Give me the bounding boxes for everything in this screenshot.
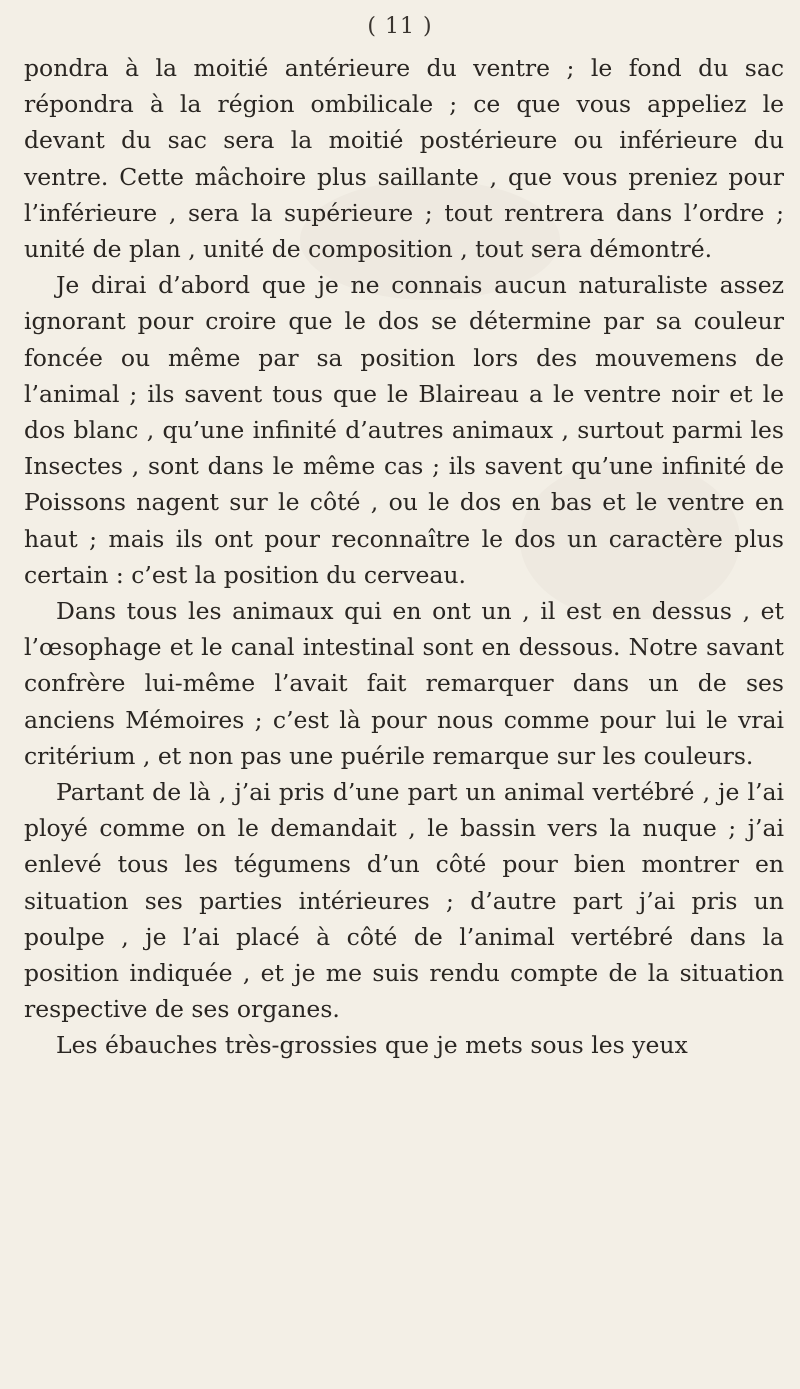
paragraph: Partant de là , j’ai pris d’une part un animal vertébré , je l’ai ployé comme on le demandait , le bassin vers la nuque ; j’ai enlevé tous les tégumens d’un côté pour bien montrer en situation ses parties intérieures ; d’autre part j’ai pris un poulpe , je l’ai placé à côté de l’animal vertébré dans la position indiquée , et je me suis rendu compte de la situation respective de ses organes. xyxy=(24,778,784,1024)
body-text xyxy=(24,50,784,1064)
paragraph-continuation: pondra à la moitié antérieure du ventre ; le fond du sac répondra à la région ombilicale ; ce que vous appeliez le devant du sac sera la moitié postérieure ou inférieure du ventre. Cette mâchoire plus saillante , que vous preniez pour l’inférieure , sera la supérieure ; tout rentrera dans l’ordre ; unité de plan , unité de composition , tout sera démontré. xyxy=(24,54,784,264)
paragraph: Dans tous les animaux qui en ont un , il est en dessus , et l’œsophage et le canal intestinal sont en dessous. Notre savant confrère lui-même l’avait fait remarquer dans un de ses anciens Mémoires ; c’est là pour nous comme pour lui le vrai critérium , et non pas une puérile remarque sur les couleurs. xyxy=(24,597,784,770)
paragraph: Je dirai d’abord que je ne connais aucun naturaliste assez ignorant pour croire que le dos se détermine par sa couleur foncée ou même par sa position lors des mouvemens de l’animal ; ils savent tous que le Blaireau a le ventre noir et le dos blanc , qu’une infinité d’autres animaux , surtout parmi les Insectes , sont dans le même cas ; ils savent qu’une infinité de Poissons nagent sur le côté , ou le dos en bas et le ventre en haut ; mais ils ont pour reconnaître le dos un caractère plus certain : c’est la position du cerveau. xyxy=(24,271,784,589)
paragraph: Les ébauches très-grossies que je mets sous les yeux xyxy=(56,1031,688,1060)
page-number-header: ( 11 ) xyxy=(367,14,433,39)
